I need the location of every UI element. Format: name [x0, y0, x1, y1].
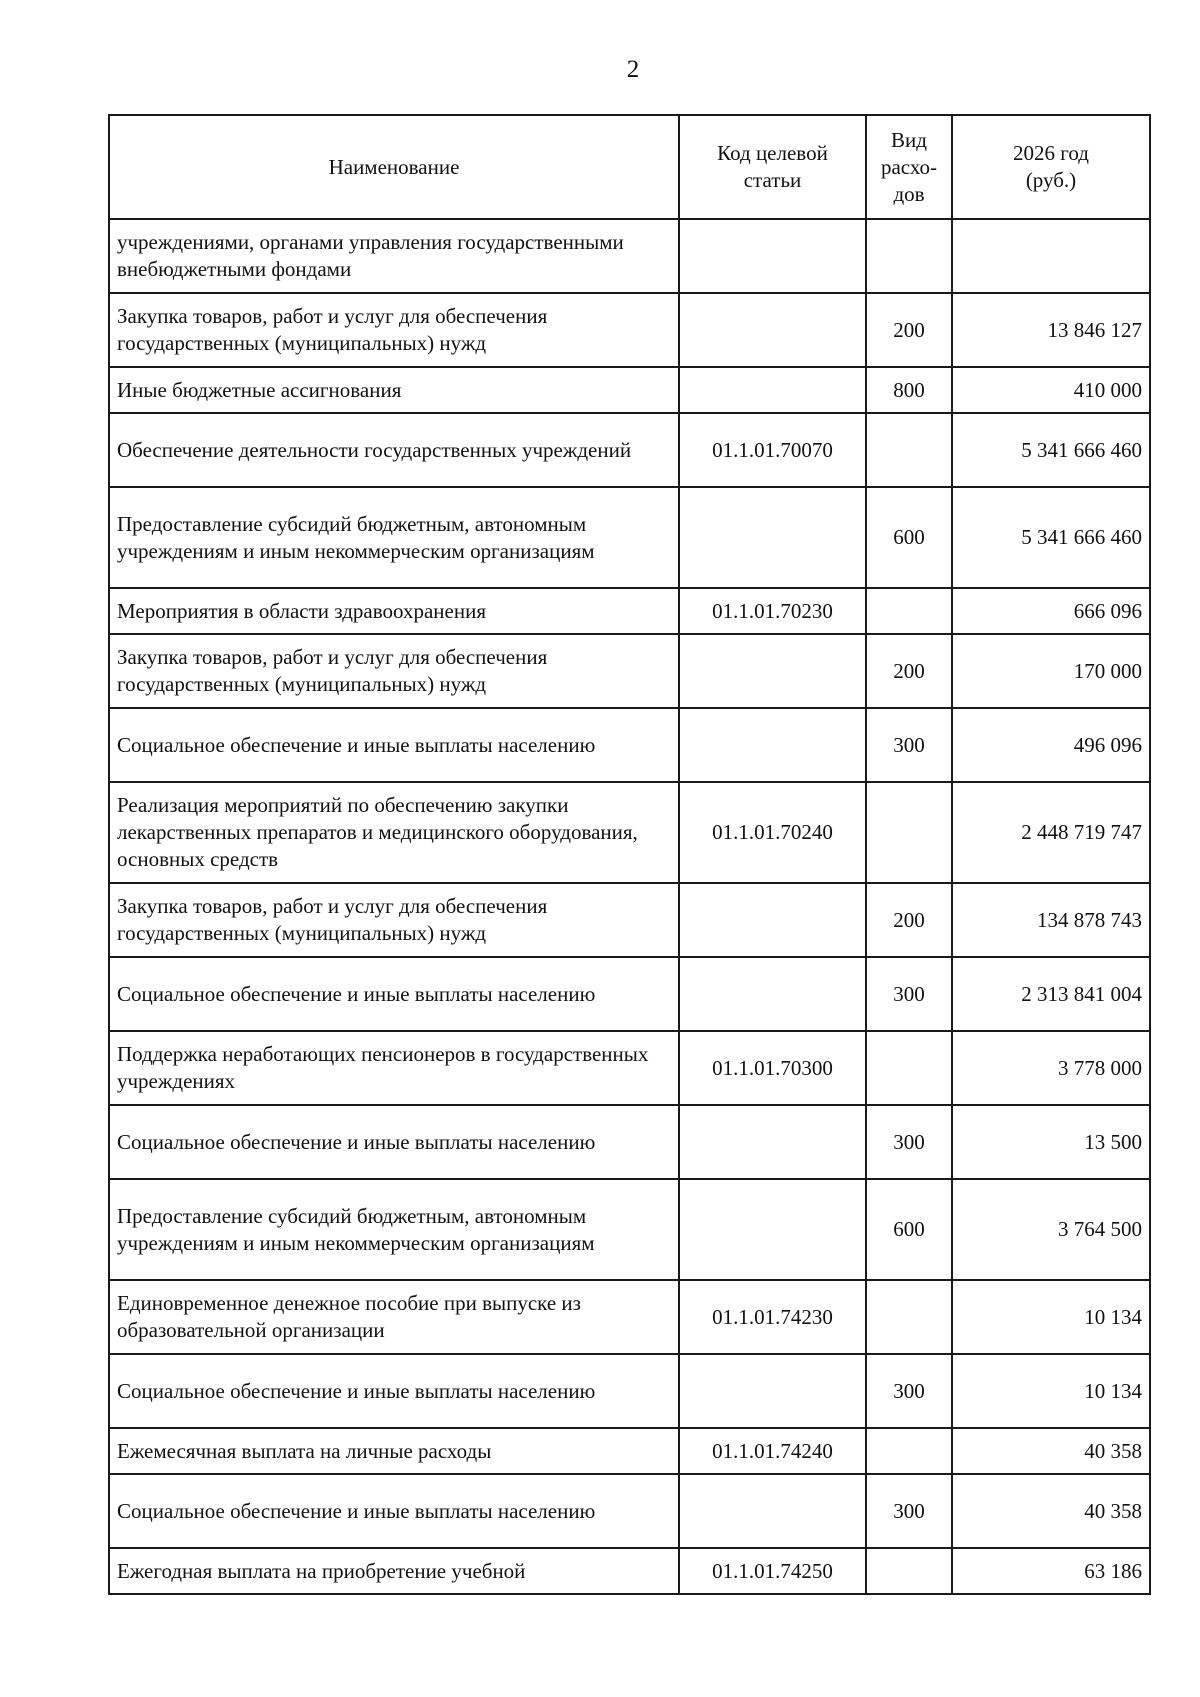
cell-amount: 10 134: [952, 1354, 1150, 1428]
table-row: [109, 1548, 1150, 1594]
cell-code: 01.1.01.70240: [679, 782, 866, 883]
cell-name: Социальное обеспечение и иные выплаты населению: [109, 1474, 679, 1548]
cell-kind: 200: [866, 883, 952, 957]
cell-name: Закупка товаров, работ и услуг для обеспечения государственных (муниципальных) нужд: [109, 883, 679, 957]
cell-code: [679, 708, 866, 782]
cell-kind: [866, 219, 952, 293]
cell-kind: [866, 1548, 952, 1594]
cell-amount: 2 313 841 004: [952, 957, 1150, 1031]
table-row: [109, 219, 1150, 293]
cell-amount: 170 000: [952, 634, 1150, 708]
cell-kind: 200: [866, 634, 952, 708]
cell-amount: 13 500: [952, 1105, 1150, 1179]
header-kind-text: Вид расхо-дов: [880, 127, 938, 206]
table-row: [109, 588, 1150, 634]
page-number: 2: [626, 56, 640, 83]
header-code: [679, 115, 866, 219]
cell-name: Закупка товаров, работ и услуг для обеспечения государственных (муниципальных) нужд: [109, 634, 679, 708]
cell-amount: [952, 219, 1150, 293]
table-row: [109, 1474, 1150, 1548]
cell-kind: 300: [866, 1354, 952, 1428]
cell-code: [679, 487, 866, 588]
table-row: [109, 1031, 1150, 1105]
cell-amount: 40 358: [952, 1474, 1150, 1548]
cell-name: Ежегодная выплата на приобретение учебной: [109, 1548, 679, 1594]
cell-name: Социальное обеспечение и иные выплаты населению: [109, 1354, 679, 1428]
cell-code: [679, 883, 866, 957]
budget-table: [108, 114, 1151, 1595]
cell-amount: 410 000: [952, 367, 1150, 413]
cell-kind: [866, 782, 952, 883]
cell-name: Закупка товаров, работ и услуг для обеспечения государственных (муниципальных) нужд: [109, 293, 679, 367]
table-row: [109, 634, 1150, 708]
table-row: [109, 367, 1150, 413]
cell-name: Социальное обеспечение и иные выплаты населению: [109, 708, 679, 782]
table-row: [109, 708, 1150, 782]
cell-code: 01.1.01.70300: [679, 1031, 866, 1105]
table-row: [109, 293, 1150, 367]
cell-kind: 300: [866, 708, 952, 782]
header-amount-text: 2026 год (руб.): [1013, 141, 1089, 192]
header-name: Наименование: [109, 115, 679, 219]
cell-name: Социальное обеспечение и иные выплаты населению: [109, 957, 679, 1031]
cell-kind: 800: [866, 367, 952, 413]
header-kind: [866, 115, 952, 219]
cell-kind: 600: [866, 1179, 952, 1280]
cell-name: учреждениями, органами управления государственными внебюджетными фондами: [109, 219, 679, 293]
table-row: [109, 487, 1150, 588]
cell-kind: 300: [866, 1105, 952, 1179]
cell-kind: 300: [866, 957, 952, 1031]
table-row: [109, 883, 1150, 957]
header-amount: [952, 115, 1150, 219]
cell-code: [679, 367, 866, 413]
cell-kind: [866, 1280, 952, 1354]
cell-amount: 2 448 719 747: [952, 782, 1150, 883]
cell-amount: 40 358: [952, 1428, 1150, 1474]
cell-name: Предоставление субсидий бюджетным, автономным учреждениям и иным некоммерческим организациям: [109, 487, 679, 588]
cell-amount: 496 096: [952, 708, 1150, 782]
cell-kind: [866, 413, 952, 487]
cell-name: Реализация мероприятий по обеспечению закупки лекарственных препаратов и медицинского оборудования, основных средств: [109, 782, 679, 883]
cell-kind: 300: [866, 1474, 952, 1548]
cell-code: [679, 1354, 866, 1428]
cell-code: [679, 634, 866, 708]
cell-amount: 5 341 666 460: [952, 487, 1150, 588]
cell-amount: 5 341 666 460: [952, 413, 1150, 487]
table-header-row: [109, 115, 1150, 219]
cell-code: 01.1.01.74250: [679, 1548, 866, 1594]
table-body: [109, 219, 1150, 1594]
cell-kind: 200: [866, 293, 952, 367]
cell-name: Мероприятия в области здравоохранения: [109, 588, 679, 634]
cell-amount: 134 878 743: [952, 883, 1150, 957]
cell-code: 01.1.01.70070: [679, 413, 866, 487]
table-row: [109, 1105, 1150, 1179]
cell-amount: 63 186: [952, 1548, 1150, 1594]
cell-kind: [866, 588, 952, 634]
cell-name: Ежемесячная выплата на личные расходы: [109, 1428, 679, 1474]
table-row: [109, 1354, 1150, 1428]
cell-code: [679, 219, 866, 293]
table-row: [109, 1428, 1150, 1474]
cell-amount: 10 134: [952, 1280, 1150, 1354]
cell-code: [679, 293, 866, 367]
cell-name: Социальное обеспечение и иные выплаты населению: [109, 1105, 679, 1179]
table-row: [109, 1280, 1150, 1354]
cell-name: Единовременное денежное пособие при выпуске из образовательной организации: [109, 1280, 679, 1354]
cell-kind: 600: [866, 487, 952, 588]
cell-code: 01.1.01.74240: [679, 1428, 866, 1474]
cell-name: Предоставление субсидий бюджетным, автономным учреждениям и иным некоммерческим организациям: [109, 1179, 679, 1280]
cell-kind: [866, 1428, 952, 1474]
header-code-text: Код целевой статьи: [717, 141, 828, 192]
cell-code: [679, 1105, 866, 1179]
table-row: [109, 413, 1150, 487]
table-row: [109, 782, 1150, 883]
table-row: [109, 957, 1150, 1031]
cell-code: [679, 957, 866, 1031]
cell-kind: [866, 1031, 952, 1105]
cell-name: Иные бюджетные ассигнования: [109, 367, 679, 413]
cell-amount: 666 096: [952, 588, 1150, 634]
cell-code: [679, 1474, 866, 1548]
cell-amount: 3 778 000: [952, 1031, 1150, 1105]
table-row: [109, 1179, 1150, 1280]
cell-code: [679, 1179, 866, 1280]
cell-amount: 13 846 127: [952, 293, 1150, 367]
cell-code: 01.1.01.74230: [679, 1280, 866, 1354]
cell-name: Обеспечение деятельности государственных учреждений: [109, 413, 679, 487]
cell-name: Поддержка неработающих пенсионеров в государственных учреждениях: [109, 1031, 679, 1105]
cell-code: 01.1.01.70230: [679, 588, 866, 634]
cell-amount: 3 764 500: [952, 1179, 1150, 1280]
